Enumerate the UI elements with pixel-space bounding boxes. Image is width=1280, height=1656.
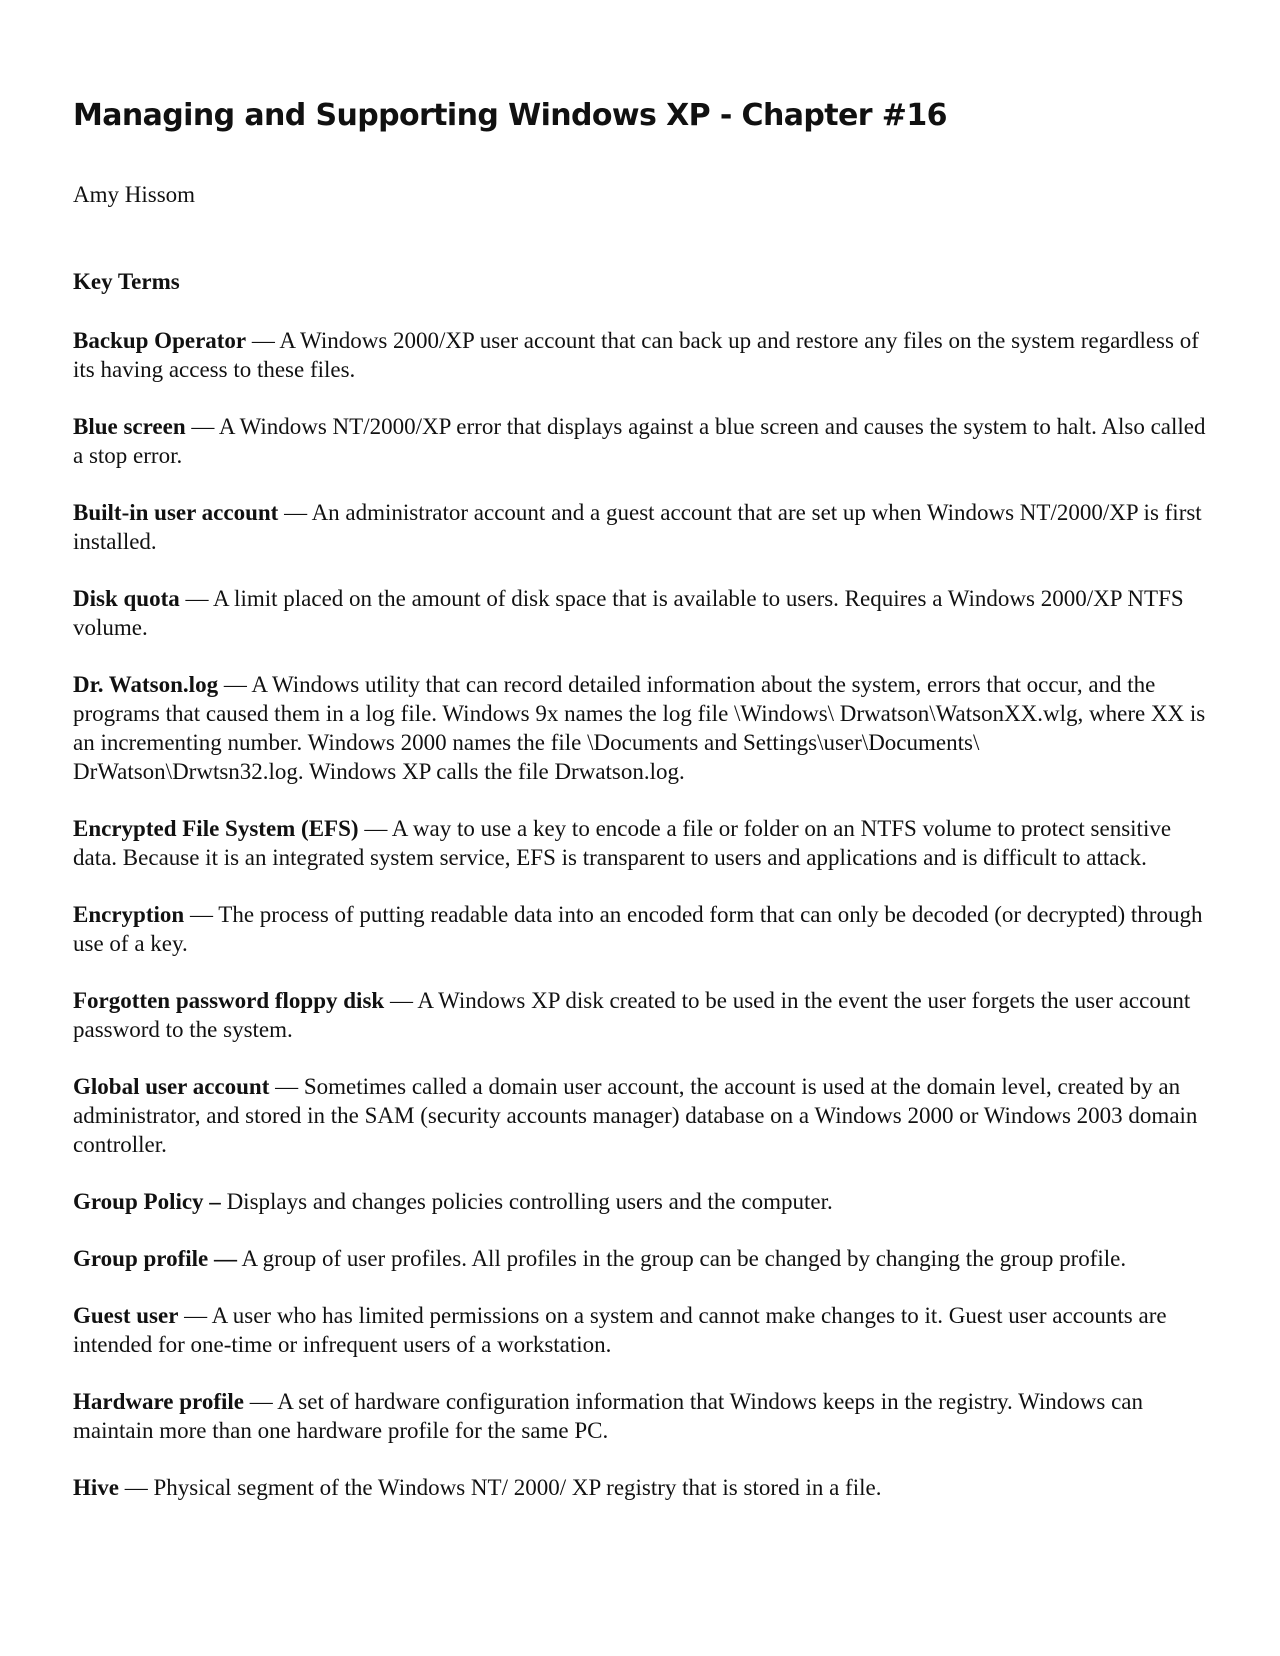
term-definition: A way to use a key to encode a file or folder on an NTFS volume to protect sensitive data. Because it is an integrated system service, EFS is transparent to users and applications and is difficult to attack. (73, 816, 1172, 870)
term-entry-forgotten-password-floppy-disk (73, 986, 1213, 1044)
term-separator: — (358, 816, 392, 841)
term-separator: — (185, 414, 219, 439)
term-definition: A Windows 2000/XP user account that can back up and restore any files on the system regardless of its having access to these files. (73, 328, 1199, 382)
term-separator: — (218, 672, 252, 697)
term-definition: A group of user profiles. All profiles in the group can be changed by changing the group profile. (241, 1246, 1127, 1271)
term-definition: Physical segment of the Windows NT/ 2000/ XP registry that is stored in a file. (153, 1475, 882, 1500)
term-entry-blue-screen (73, 412, 1213, 470)
term-entry-hardware-profile (73, 1387, 1213, 1445)
term-name: Disk quota (73, 586, 180, 611)
term-separator: — (269, 1074, 304, 1099)
term-name: Group Policy – (73, 1189, 221, 1214)
term-name: Backup Operator (73, 328, 247, 353)
term-entry-group-profile (73, 1244, 1213, 1273)
term-name: Encryption (73, 902, 185, 927)
key-terms-list (73, 326, 1213, 1530)
term-definition: A set of hardware configuration information that Windows keeps in the registry. Windows can maintain more than one hardware profile for the same PC. (73, 1389, 1143, 1443)
term-name: Dr. Watson.log (73, 672, 219, 697)
term-separator: — (384, 988, 418, 1013)
term-entry-global-user-account (73, 1072, 1213, 1159)
term-definition: Sometimes called a domain user account, the account is used at the domain level, created by an administrator, and stored in the SAM (security accounts manager) database on a Windows 2000 or Windows 2003 domain controller. (73, 1074, 1198, 1157)
term-entry-dr-watson-log (73, 670, 1213, 786)
term-entry-disk-quota (73, 584, 1213, 642)
term-separator: — (178, 1303, 212, 1328)
term-definition: Displays and changes policies controlling users and the computer. (226, 1189, 833, 1214)
term-name: Group profile — (73, 1246, 237, 1271)
term-entry-guest-user (73, 1301, 1213, 1359)
term-name: Encrypted File System (EFS) (73, 816, 359, 841)
term-entry-built-in-user-account (73, 498, 1213, 556)
term-separator: — (243, 1389, 278, 1414)
term-definition: A user who has limited permissions on a system and cannot make changes to it. Guest user accounts are intended for one-time or infrequent users of a workstation. (73, 1303, 1167, 1357)
term-name: Global user account (73, 1074, 270, 1099)
term-name: Hardware profile (73, 1389, 244, 1414)
author-name: Amy Hissom (73, 182, 196, 207)
term-entry-backup-operator (73, 326, 1213, 384)
term-name: Guest user (73, 1303, 179, 1328)
term-entry-group-policy (73, 1187, 1213, 1216)
term-definition: A Windows NT/2000/XP error that displays against a blue screen and causes the system to halt. Also called a stop error. (73, 414, 1206, 468)
term-entry-encryption (73, 900, 1213, 958)
term-name: Built-in user account (73, 500, 279, 525)
term-separator: — (184, 902, 219, 927)
term-separator: — (278, 500, 312, 525)
term-separator: — (179, 586, 213, 611)
term-name: Forgotten password floppy disk (73, 988, 385, 1013)
term-name: Hive (73, 1475, 119, 1500)
term-definition: A limit placed on the amount of disk space that is available to users. Requires a Windows 2000/XP NTFS volume. (73, 586, 1184, 640)
section-heading-key-terms: Key Terms (73, 269, 180, 294)
term-separator: — (119, 1475, 154, 1500)
term-name: Blue screen (73, 414, 186, 439)
term-definition: An administrator account and a guest account that are set up when Windows NT/2000/XP is first installed. (73, 500, 1202, 554)
term-entry-hive (73, 1473, 1213, 1502)
term-separator: — (246, 328, 280, 353)
term-definition: The process of putting readable data into an encoded form that can only be decoded (or decrypted) through use of a key. (73, 902, 1203, 956)
term-definition: A Windows XP disk created to be used in the event the user forgets the user account password to the system. (73, 988, 1191, 1042)
term-definition: A Windows utility that can record detailed information about the system, errors that occur, and the programs that caused them in a log file. Windows 9x names the log file \Windows\ Drwatson\WatsonXX.wlg, where XX is an incrementing number. Windows 2000 names the file \Documents and Settings\user\Documents\ DrWatson\Drwtsn32.log. Windows XP calls the file Drwatson.log. (73, 672, 1206, 784)
document-title: Managing and Supporting Windows XP - Chapter #16 (73, 98, 947, 133)
term-entry-encrypted-file-system (73, 814, 1213, 872)
